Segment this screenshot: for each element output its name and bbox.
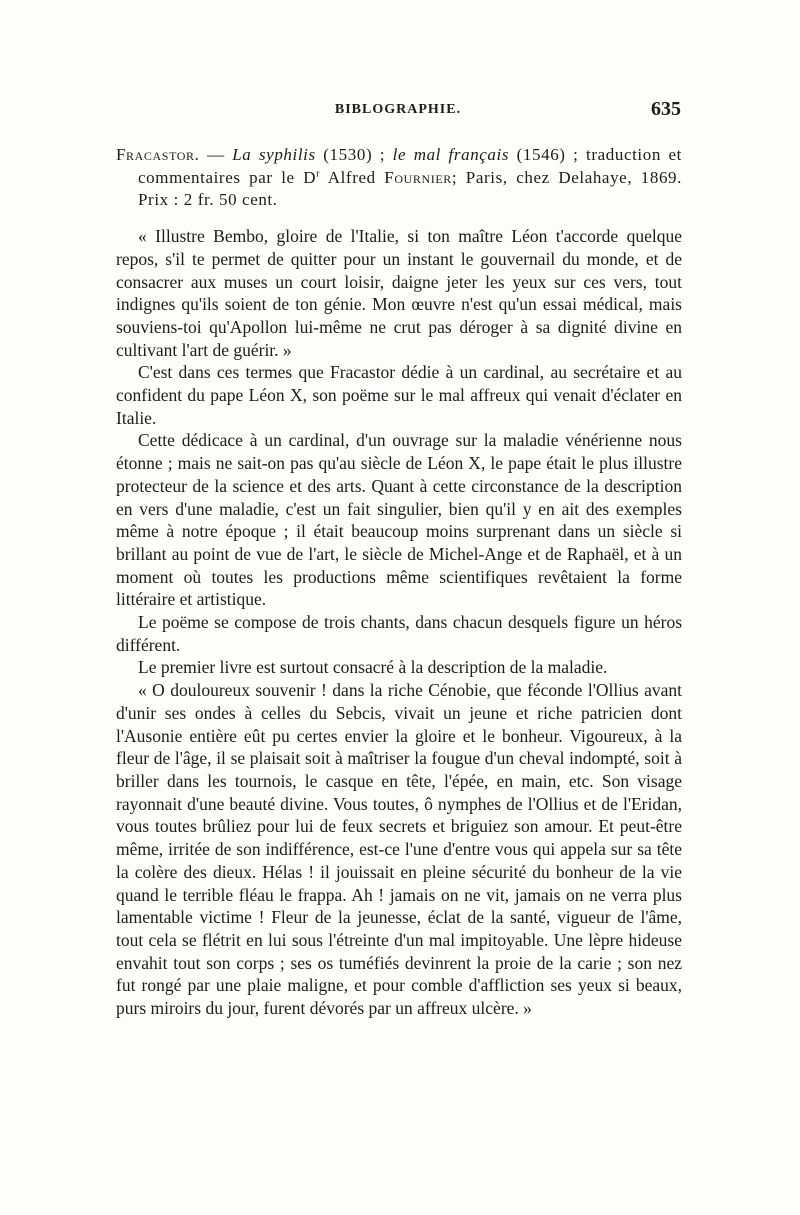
entry-dr-superscript: r — [316, 168, 321, 180]
entry-date-latin: (1530) ; — [315, 145, 393, 164]
entry-text-part2: Alfred — [320, 167, 385, 187]
entry-text-part3: ; Paris, chez Delahaye, 1869. Prix : 2 fr. 50 cent. — [138, 167, 683, 210]
paragraph-poem-excerpt: « O douloureux souvenir ! dans la riche Cénobie, que féconde l'Ollius avant d'unir ses ondes à celles du Sebcis, vivait un jeune et riche patricien dont l'Ausonie entière eût pu certes envier la gloire et le bonheur. Vigoureux, à la fleur de l'âge, il se plaisait soit à maîtriser la fougue d'un cheval indompté, soit à briller dans les tournois, le casque en tête, l'épée, en main, etc. Son visage rayonnait d'une beauté divine. Vous toutes, ô nymphes de l'Ollius et de l'Eridan, vous toutes brûliez pour lui de feux secrets et briguiez son amour. Et peut-être même, irritée de son indifférence, est-ce l'une d'entre vous qui appela sur sa tête la colère des dieux. Hélas ! il jouissait en pleine sécurité du bonheur de la vie quand le terrible fléau le frappa. Ah ! jamais on ne vit, jamais on ne verra plus lamentable victime ! Fleur de la jeunesse, éclat de la santé, vigueur de l'âme, tout cela se flétrit en lui sous l'étreinte d'un mal impitoyable. Une lèpre hideuse envahit tout son corps ; ses os tuméfiés devinrent la proie de la carie ; son nez fut rongé par une plaie maligne, et pour comble d'affliction ses yeux si beaux, purs miroirs du jour, furent dévorés par un affreux ulcère. » — [116, 680, 682, 1019]
entry-title-french: le mal français — [392, 145, 510, 164]
entry-title-latin: La syphilis — [232, 145, 316, 164]
entry-translator: Fournier — [384, 167, 452, 187]
paragraph-first-book: Le premier livre est surtout consacré à la description de la maladie. — [138, 657, 608, 678]
paragraph-poem-structure: Le poëme se compose de trois chants, dans chacun desquels figure un héros différent. — [116, 612, 682, 655]
page-number: 635 — [651, 98, 681, 120]
bibliographic-entry — [116, 144, 682, 212]
entry-dash: — — [199, 145, 233, 164]
page-header — [115, 98, 681, 122]
paragraph-dedication-context: C'est dans ces termes que Fracastor dédie à un cardinal, au secrétaire et au confident du pape Léon X, son poëme sur le mal affreux qui venait d'éclater en Italie. — [116, 362, 682, 428]
entry-text-part1: (1546) ; traduction et commentaires par le D — [138, 145, 682, 187]
running-head: BIBLOGRAPHIE. — [334, 102, 462, 117]
body-text — [116, 144, 682, 1020]
paragraph-dedication-commentary: Cette dédicace à un cardinal, d'un ouvrage sur la maladie vénérienne nous étonne ; mais ne sait-on pas qu'au siècle de Léon X, le pape était le plus illustre protecteur de la science et des arts. Quant à cette circonstance de la description en vers d'une maladie, c'est un fait singulier, bien qu'il y en ait des exemples même à notre époque ; il était beaucoup moins surprenant dans un siècle si brillant au point de vue de l'art, le siècle de Michel-Ange et de Raphaël, et à un moment où toutes les productions même scientifiques revêtaient la forme littéraire et artistique. — [116, 430, 682, 610]
paragraph-dedication-quote: « Illustre Bembo, gloire de l'Italie, si ton maître Léon t'accorde quelque repos, s'il te permet de quitter pour un instant le gouvernail du monde, et de consacrer aux muses un court loisir, daigne jeter les yeux sur ces vers, tout indignes qu'ils soient de ton génie. Mon œuvre n'est qu'un essai médical, mais souviens-toi qu'Apollon lui-même ne crut pas déroger à sa dignité divine en cultivant l'art de guérir. » — [116, 226, 682, 360]
entry-author: Fracastor. — [116, 145, 200, 164]
